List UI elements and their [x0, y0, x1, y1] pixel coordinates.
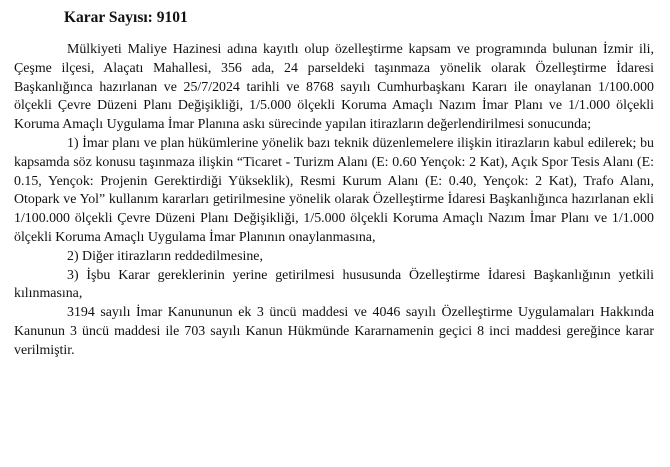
decree-number-title: Karar Sayısı: 9101: [64, 9, 188, 26]
decree-item-1-paragraph: 1) İmar planı ve plan hükümlerine yönelik bazı teknik düzenlemelere ilişkin itirazların kabul edilerek; bu kapsamda söz konusu taşınmaza ilişkin “Ticaret - Turizm Alanı (E: 0.60 Yençok: 2 Kat), Açık Spor Tesis Alanı (E: 0.15, Yençok: Projenin Gerektirdiği Yükseklik), Resmi Kurum Alanı (E: 0.40, Yençok: 2 Kat), Trafo Alanı, Otopark ve Yol” kullanım kararları getirilmesine yönelik olarak Özelleştirme İdaresi Başkanlığınca hazırlanan ekli 1/100.000 ölçekli Çevre Düzeni Planı Değişikliği, 1/5.000 ölçekli Koruma Amaçlı Nazım İmar Planı ve 1/1.000 ölçekli Koruma Amaçlı Uygulama İmar Planının onaylanmasına,: [14, 135, 654, 245]
decree-preamble-paragraph: Mülkiyeti Maliye Hazinesi adına kayıtlı olup özelleştirme kapsam ve programında bulunan İzmir ili, Çeşme ilçesi, Alaçatı Mahallesi, 356 ada, 24 parseldeki taşınmaza yönelik olarak Özelleştirme İdaresi Başkanlığınca hazırlanan ve 25/7/2024 tarihli ve 8768 sayılı Cumhurbaşkanı Kararı ile onaylanan 1/100.000 ölçekli Çevre Düzeni Planı Değişikliği, 1/5.000 ölçekli Koruma Amaçlı Nazım İmar Planı ve 1/1.000 ölçekli Koruma Amaçlı Uygulama İmar Planına askı sürecinde yapılan itirazların değerlendirilmesi sonucunda;: [14, 42, 654, 133]
decree-legal-basis-paragraph: 3194 sayılı İmar Kanununun ek 3 üncü maddesi ve 4046 sayılı Özelleştirme Uygulamaları Hakkında Kanunun 3 üncü maddesi ile 703 sayılı Kanun Hükmünde Kararnamenin geçici 8 inci maddesi gereğince karar verilmiştir.: [14, 305, 654, 358]
decree-item-2-paragraph: 2) Diğer itirazların reddedilmesine,: [67, 248, 263, 264]
decree-body: [14, 41, 654, 361]
decree-item-3-paragraph: 3) İşbu Karar gereklerinin yerine getirilmesi hususunda Özelleştirme İdaresi Başkanlığının yetkili kılınmasına,: [14, 267, 654, 302]
